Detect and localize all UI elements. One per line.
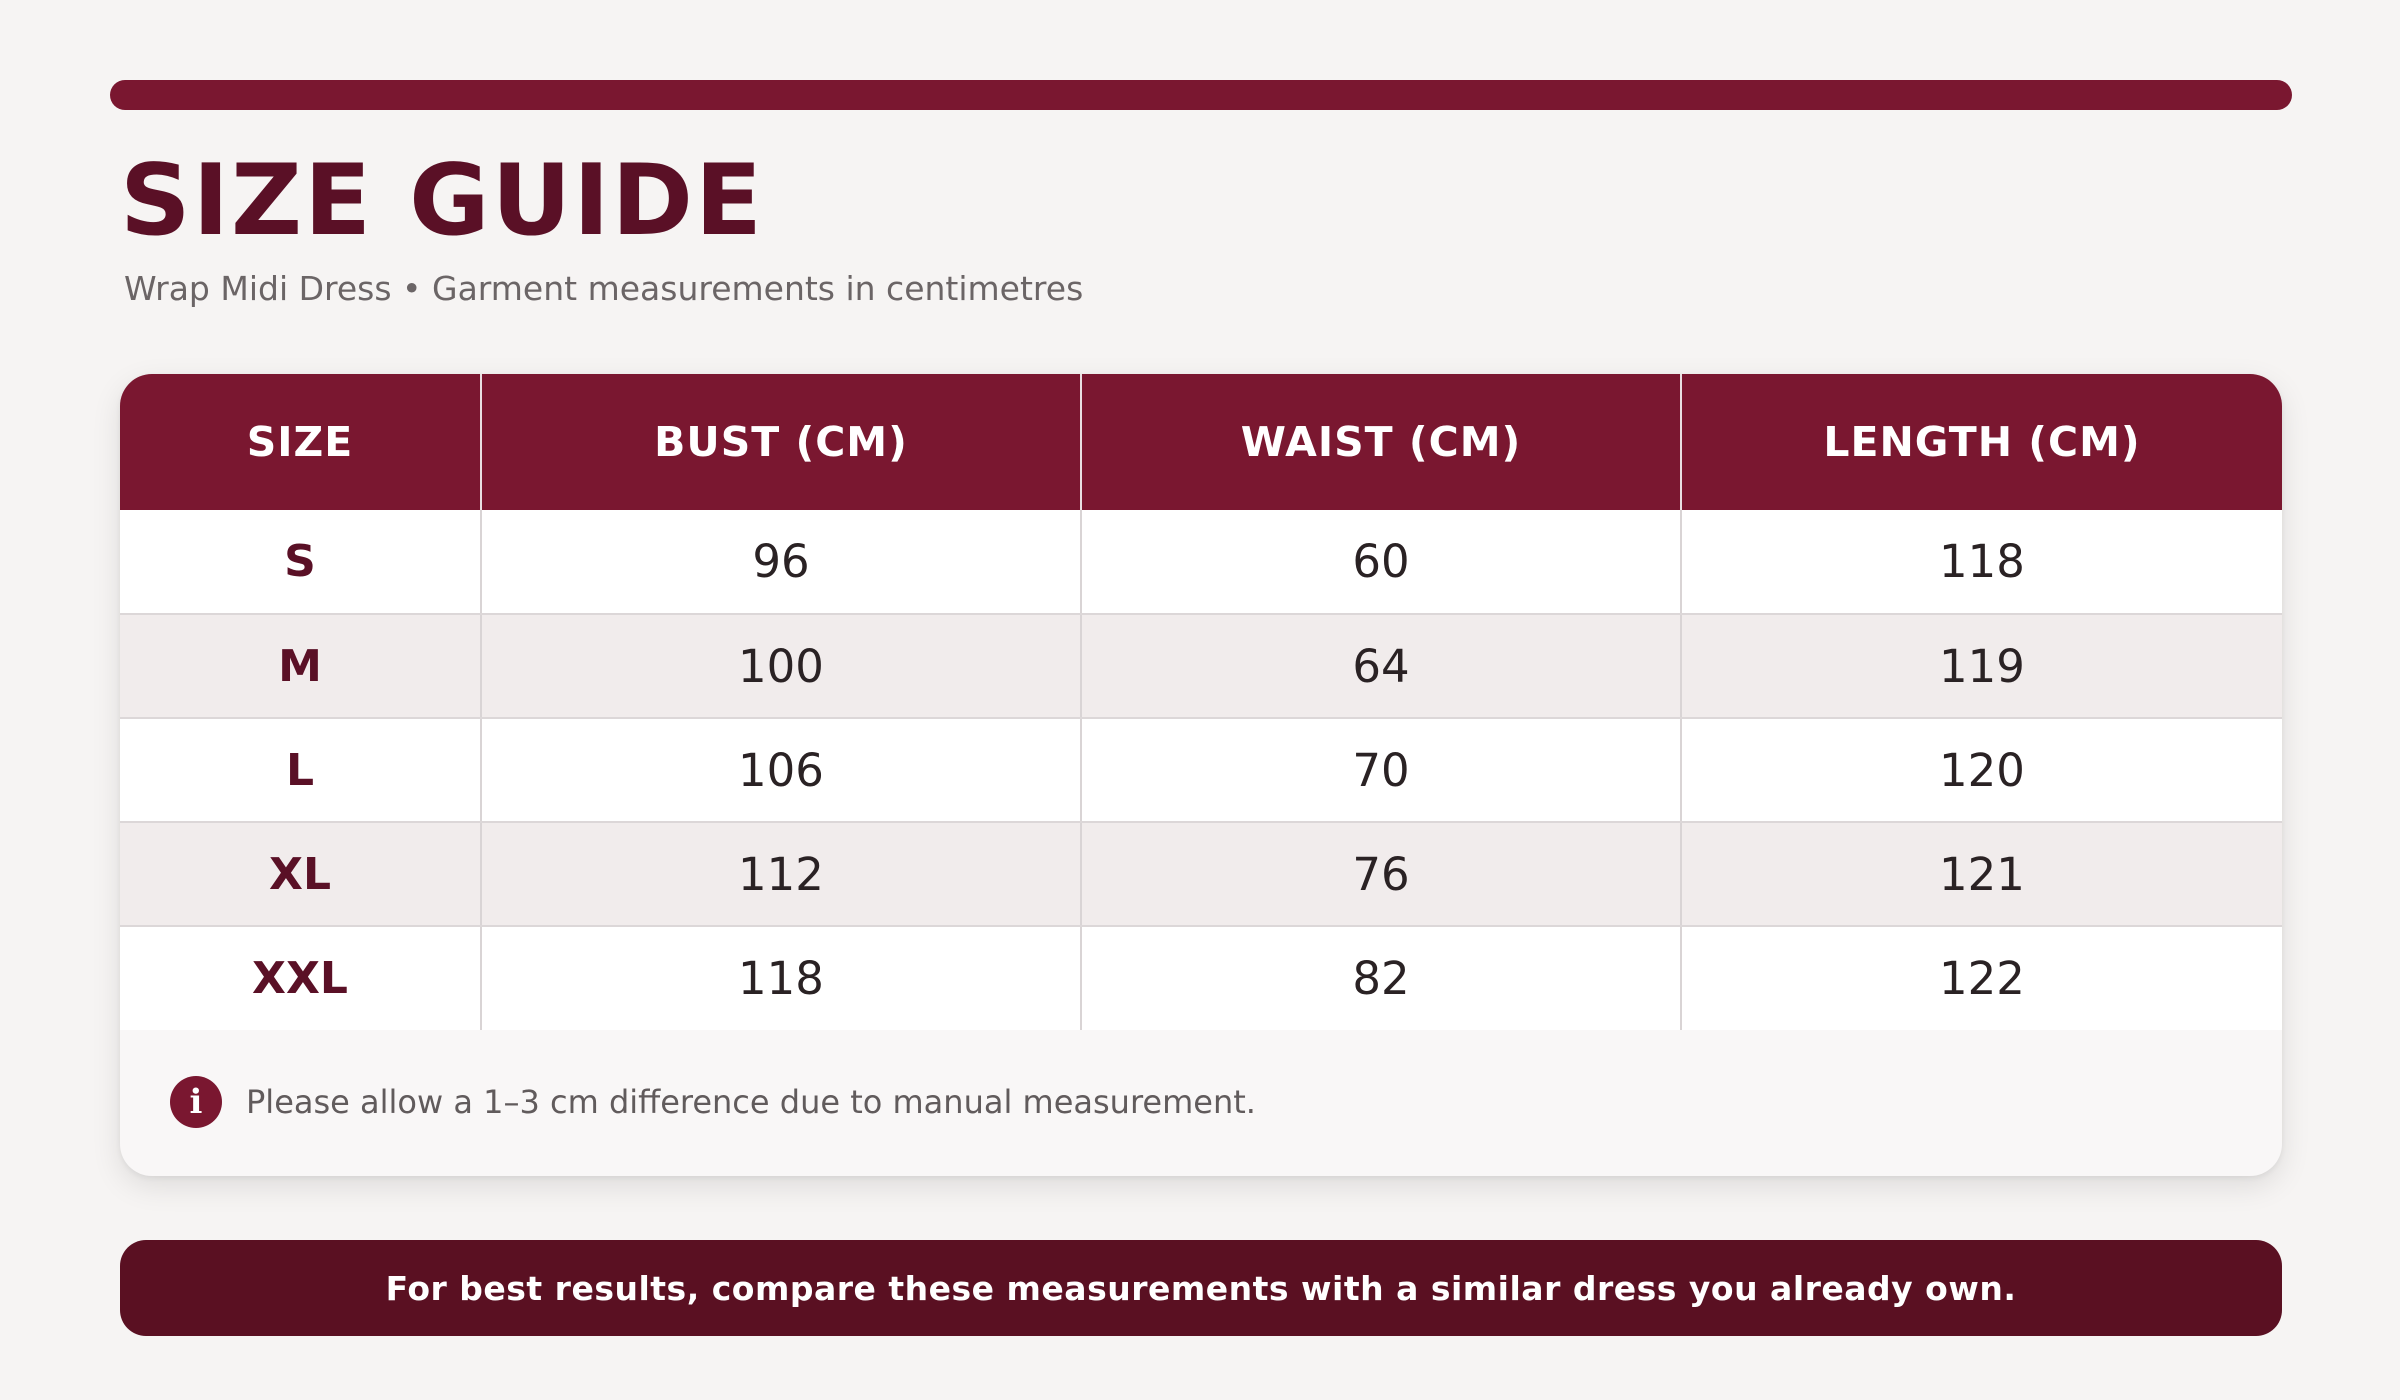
column-header-size: SIZE (120, 374, 481, 510)
table-row (120, 718, 2282, 822)
footer-banner (120, 1240, 2282, 1336)
column-header-bust: BUST (CM) (481, 374, 1081, 510)
page-subtitle: Wrap Midi Dress • Garment measurements in centimetres (124, 269, 1084, 308)
length-cell: 118 (1681, 510, 2282, 614)
length-cell: 121 (1681, 822, 2282, 926)
bust-cell: 112 (481, 822, 1081, 926)
size-cell: XL (120, 822, 481, 926)
size-cell: M (120, 614, 481, 718)
bust-cell: 106 (481, 718, 1081, 822)
table-header-row (120, 374, 2282, 510)
waist-cell: 60 (1081, 510, 1681, 614)
column-header-length: LENGTH (CM) (1681, 374, 2282, 510)
column-header-waist: WAIST (CM) (1081, 374, 1681, 510)
info-icon: i (170, 1076, 222, 1128)
waist-cell: 82 (1081, 926, 1681, 1030)
note-text: Please allow a 1–3 cm difference due to manual measurement. (246, 1083, 1256, 1121)
size-table (120, 374, 2282, 1030)
top-accent-bar (110, 80, 2292, 110)
table-row (120, 614, 2282, 718)
table-row (120, 510, 2282, 614)
bust-cell: 118 (481, 926, 1081, 1030)
size-cell: XXL (120, 926, 481, 1030)
size-cell: S (120, 510, 481, 614)
waist-cell: 64 (1081, 614, 1681, 718)
length-cell: 122 (1681, 926, 2282, 1030)
measurement-note (170, 1074, 1256, 1130)
waist-cell: 70 (1081, 718, 1681, 822)
length-cell: 120 (1681, 718, 2282, 822)
size-table-card (120, 374, 2282, 1176)
footer-text: For best results, compare these measurements with a similar dress you already own. (385, 1268, 2017, 1308)
table-row (120, 822, 2282, 926)
size-cell: L (120, 718, 481, 822)
bust-cell: 96 (481, 510, 1081, 614)
page-title: SIZE GUIDE (120, 144, 764, 258)
table-row (120, 926, 2282, 1030)
waist-cell: 76 (1081, 822, 1681, 926)
length-cell: 119 (1681, 614, 2282, 718)
bust-cell: 100 (481, 614, 1081, 718)
